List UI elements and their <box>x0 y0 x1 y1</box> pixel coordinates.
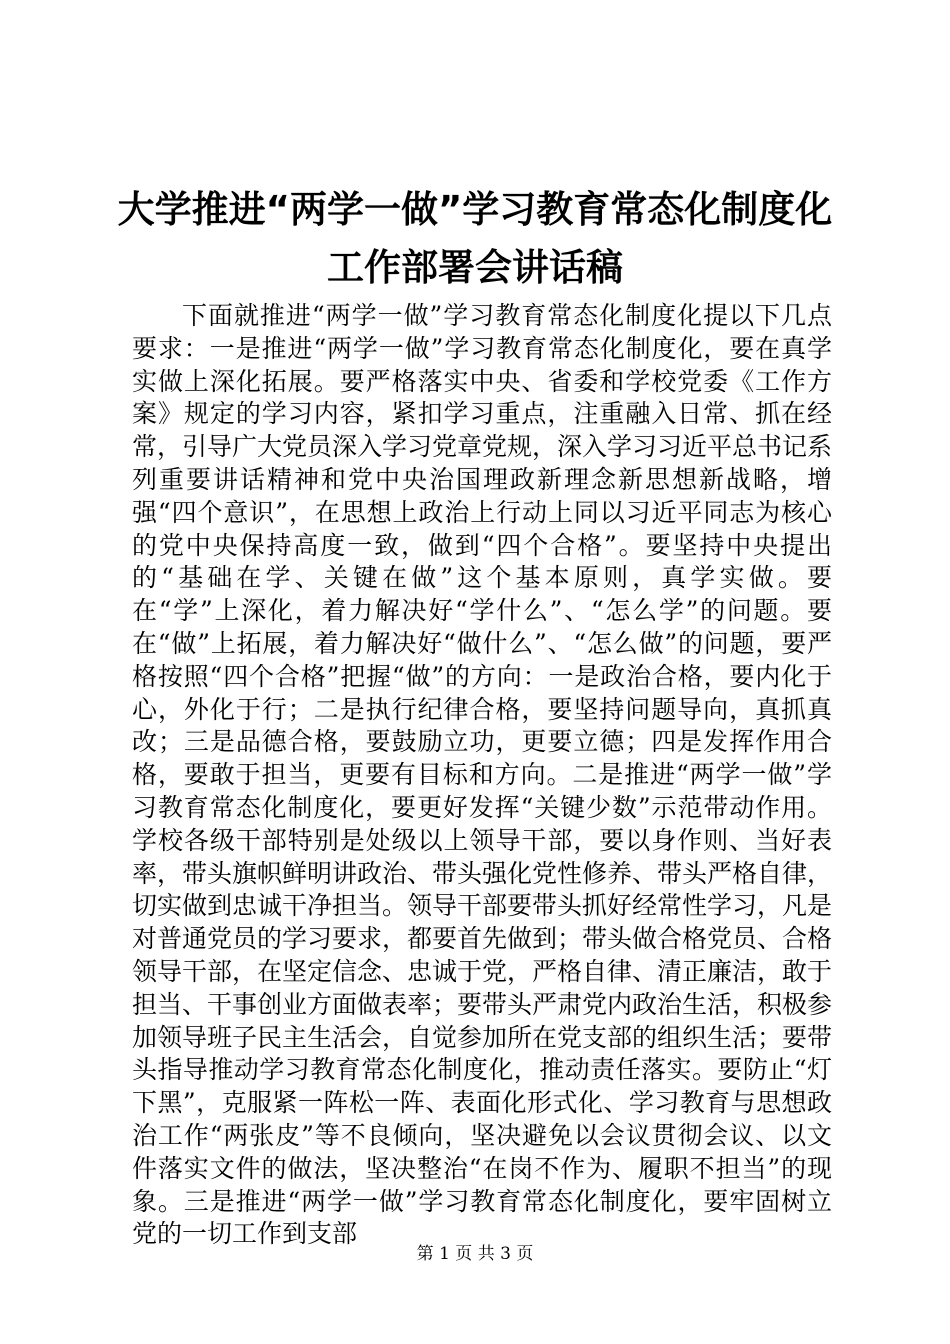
document-body-paragraph: 下面就推进“两学一做”学习教育常态化制度化提以下几点要求：一是推进“两学一做”学习教育常态化制度化，要在真学实做上深化拓展。要严格落实中央、省委和学校党委《工作方案》规定的学习内容，紧扣学习重点，注重融入日常、抓在经常，引导广大党员深入学习党章党规，深入学习习近平总书记系列重要讲话精神和党中央治国理政新理念新思想新战略，增强“四个意识”，在思想上政治上行动上同以习近平同志为核心的党中央保持高度一致，做到“四个合格”。要坚持中央提出的“基础在学、关键在做”这个基本原则，真学实做。要在“学”上深化，着力解决好“学什么”、“怎么学”的问题。要在“做”上拓展，着力解决好“做什么”、“怎么做”的问题，要严格按照“四个合格”把握“做”的方向：一是政治合格，要内化于心，外化于行；二是执行纪律合格，要坚持问题导向，真抓真改；三是品德合格，要鼓励立功，更要立德；四是发挥作用合格，要敢于担当，更要有目标和方向。二是推进“两学一做”学习教育常态化制度化，要更好发挥“关键少数”示范带动作用。学校各级干部特别是处级以上领导干部，要以身作则、当好表率，带头旗帜鲜明讲政治、带头强化党性修养、带头严格自律，切实做到忠诚干净担当。领导干部要带头抓好经常性学习，凡是对普通党员的学习要求，都要首先做到；带头做合格党员、合格领导干部，在坚定信念、忠诚于党，严格自律、清正廉洁，敢于担当、干事创业方面做表率；要带头严肃党内政治生活，积极参加领导班子民主生活会，自觉参加所在党支部的组织生活；要带头指导推动学习教育常态化制度化，推动责任落实。要防止“灯下黑”，克服紧一阵松一阵、表面化形式化、学习教育与思想政治工作“两张皮”等不良倾向，坚决避免以会议贯彻会议、以文件落实文件的做法，坚决整治“在岗不作为、履职不担当”的现象。三是推进“两学一做”学习教育常态化制度化，要牢固树立党的一切工作到支部 <box>132 301 833 1249</box>
document-title-line-2: 工作部署会讲话稿 <box>327 246 623 289</box>
document-title-line-1: 大学推进“两学一做”学习教育常态化制度化 <box>117 188 833 231</box>
page-number-footer: 第 1 页 共 3 页 <box>416 1244 534 1264</box>
